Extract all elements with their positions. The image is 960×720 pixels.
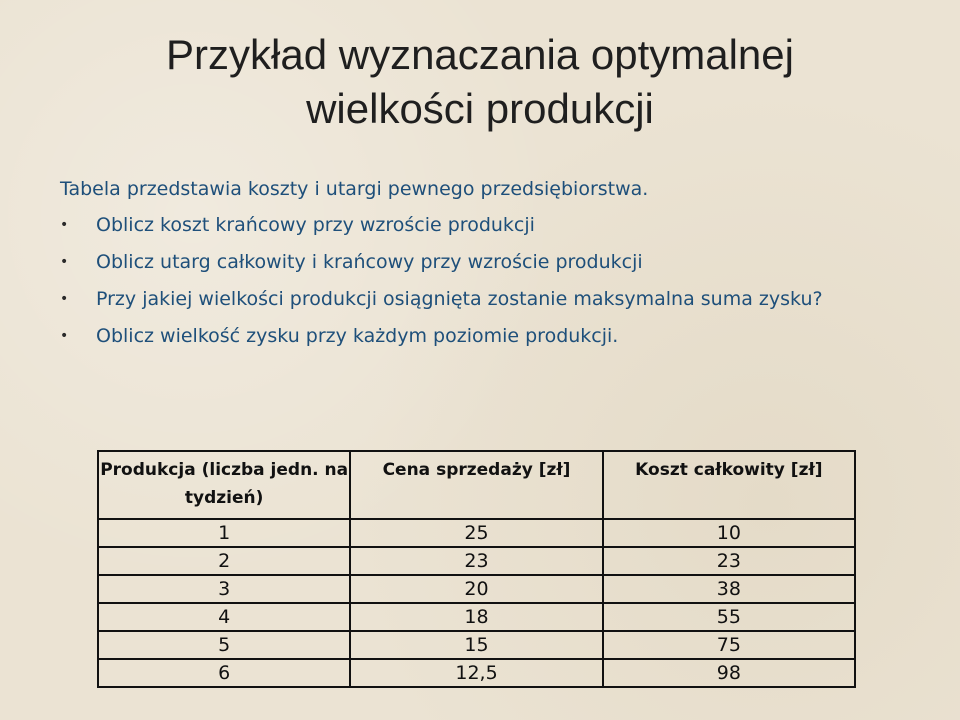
task-text: Przy jakiej wielkości produkcji osiągnięta zostanie maksymalna suma zysku? (96, 288, 823, 310)
intro-text: Tabela przedstawia koszty i utargi pewnego przedsiębiorstwa. (60, 178, 649, 200)
table-row (98, 603, 855, 631)
table-row (98, 659, 855, 687)
cell-production: 6 (98, 659, 350, 687)
cell-price: 15 (350, 631, 602, 659)
cell-production: 1 (98, 519, 350, 547)
header-production: Produkcja (liczba jedn. na tydzień) (98, 451, 350, 519)
task-text: Oblicz utarg całkowity i krańcowy przy wzroście produkcji (96, 251, 643, 273)
slide-title (0, 28, 960, 136)
header-price: Cena sprzedaży [zł] (350, 451, 602, 519)
cell-production: 3 (98, 575, 350, 603)
table-row (98, 547, 855, 575)
slide-title-line-2: wielkości produkcji (306, 85, 654, 132)
table-row (98, 519, 855, 547)
task-list (60, 210, 920, 351)
cell-price: 25 (350, 519, 602, 547)
task-item (60, 284, 920, 314)
task-item (60, 210, 920, 240)
task-text: Oblicz koszt krańcowy przy wzroście produkcji (96, 214, 535, 236)
cell-production: 2 (98, 547, 350, 575)
cell-total-cost: 75 (603, 631, 855, 659)
bullet-icon: • (60, 217, 69, 233)
task-item (60, 321, 920, 351)
cell-price: 23 (350, 547, 602, 575)
cell-total-cost: 10 (603, 519, 855, 547)
table-row (98, 631, 855, 659)
task-item (60, 247, 920, 277)
cost-table (97, 450, 856, 688)
bullet-icon: • (60, 291, 69, 307)
task-text: Oblicz wielkość zysku przy każdym poziomie produkcji. (96, 325, 619, 347)
cell-total-cost: 38 (603, 575, 855, 603)
cell-price: 12,5 (350, 659, 602, 687)
bullet-icon: • (60, 328, 69, 344)
cell-production: 5 (98, 631, 350, 659)
cell-production: 4 (98, 603, 350, 631)
cell-price: 20 (350, 575, 602, 603)
slide-title-line-1: Przykład wyznaczania optymalnej (166, 31, 794, 78)
cell-total-cost: 23 (603, 547, 855, 575)
bullet-icon: • (60, 254, 69, 270)
cell-total-cost: 98 (603, 659, 855, 687)
slide-body (60, 175, 920, 351)
cell-price: 18 (350, 603, 602, 631)
table-row (98, 575, 855, 603)
table-header-row (98, 451, 855, 519)
cell-total-cost: 55 (603, 603, 855, 631)
header-total-cost: Koszt całkowity [zł] (603, 451, 855, 519)
